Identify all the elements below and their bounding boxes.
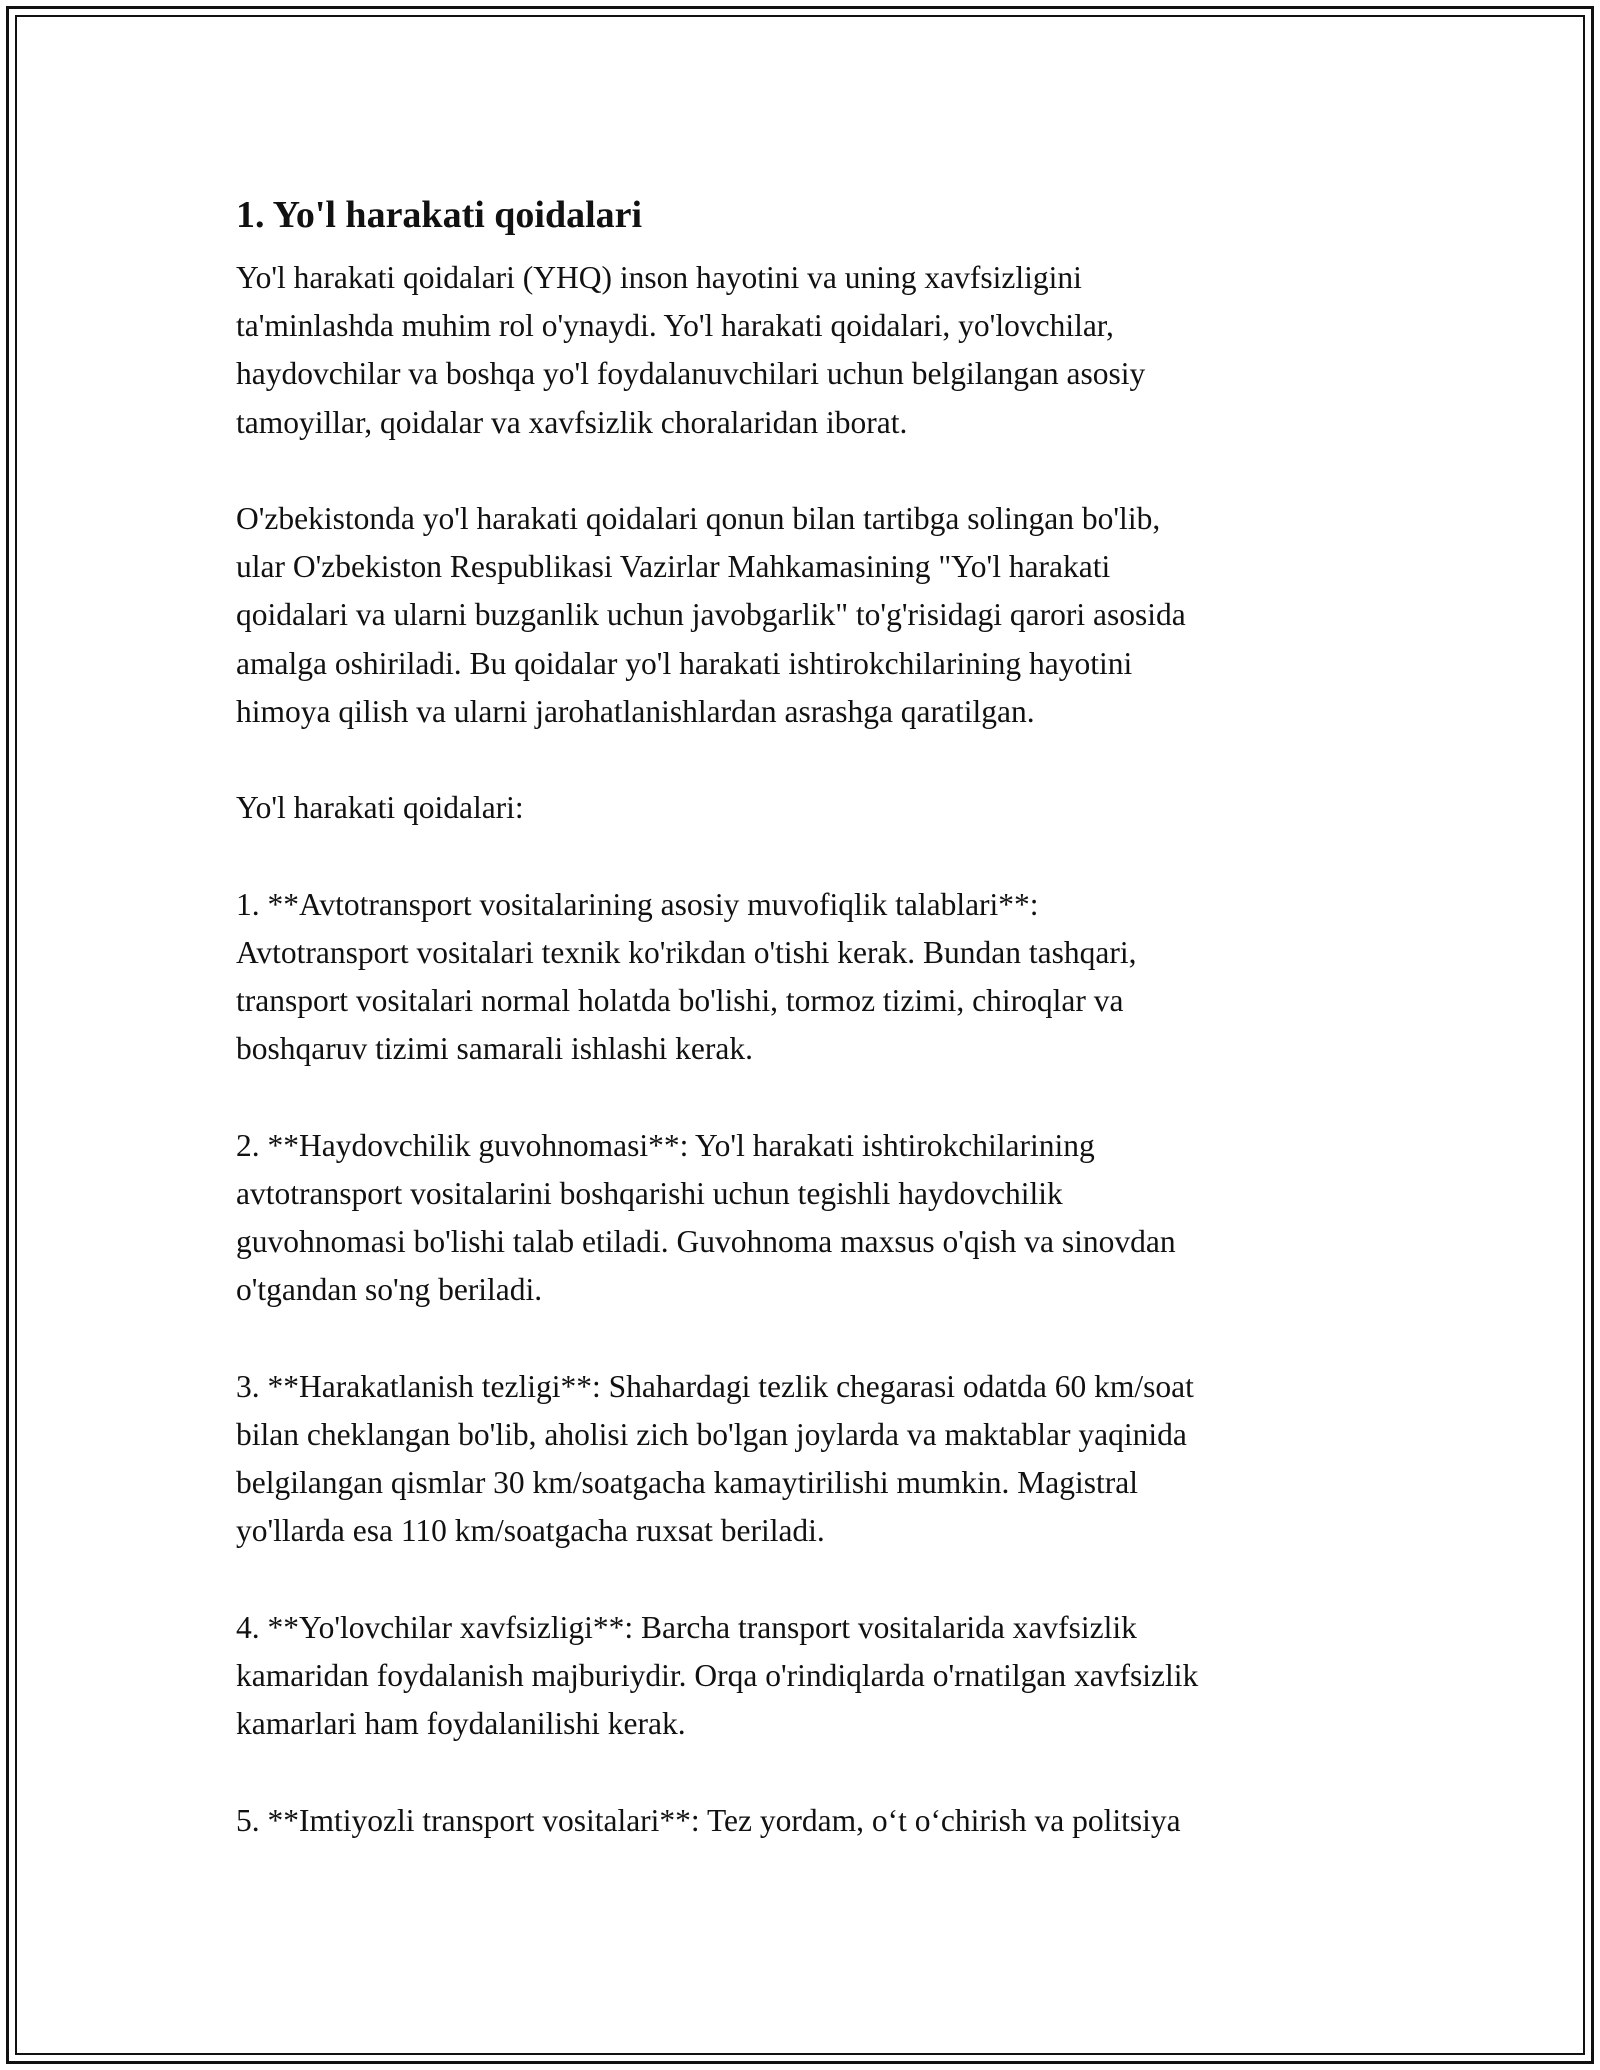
document-body-text: Yo'l harakati qoidalari (YHQ) inson hayotini va uning xavfsizligini ta'minlashda muhim rol o'ynaydi. Yo'l harakati qoidalari, yo'lovchilar, haydovchilar va boshqa yo'l foydalanuvchilari uchun belgilangan asosiy tamoyillar, qoidalar va xavfsizlik choralaridan iborat. O'zbekistonda yo'l harakati qoidalari qonun bilan tartibga solingan bo'lib, ular O'zbekiston Respublikasi Vazirlar Mahkamasining "Yo'l harakati qoidalari va ularni buzganlik uchun javobgarlik" to'g'risidagi qarori asosida amalga oshiriladi. Bu qoidalar yo'l harakati ishtirokchilarining hayotini himoya qilish va ularni jarohatlanishlardan asrashga qaratilgan. Yo'l harakati qoidalari: 1. **Avtotransport vositalarining asosiy muvofiqlik talablari**: Avtotransport vositalari texnik ko'rikdan o'tishi kerak. Bundan tashqari, transport vositalari normal holatda bo'lishi, tormoz tizimi, chiroqlar va boshqaruv tizimi samarali ishlashi kerak. 2. **Haydovchilik guvohnomasi**: Yo'l harakati ishtirokchilarining avtotransport vositalarini boshqarishi uchun tegishli haydovchilik guvohnomasi bo'lishi talab etiladi. Guvohnoma maxsus o'qish va sinovdan o'tgandan so'ng beriladi. 3. **Harakatlanish tezligi**: Shahardagi tezlik chegarasi odatda 60 km/soat bilan cheklangan bo'lib, aholisi zich bo'lgan joylarda va maktablar yaqinida belgilangan qismlar 30 km/soatgacha kamaytirilishi mumkin. Magistral yo'llarda esa 110 km/soatgacha ruxsat beriladi. 4. **Yo'lovchilar xavfsizligi**: Barcha transport vositalarida xavfsizlik kamaridan foydalanish majburiydir. Orqa o'rindiqlarda o'rnatilgan xavfsizlik kamarlari ham foydalanilishi kerak. 5. **Imtiyozli transport vositalari**: Tez yordam, o‘t o‘chirish va politsiya — [236, 260, 1199, 1838]
document-content — [236, 186, 1376, 1845]
section-heading: 1. Yo'l harakati qoidalari — [236, 194, 643, 236]
